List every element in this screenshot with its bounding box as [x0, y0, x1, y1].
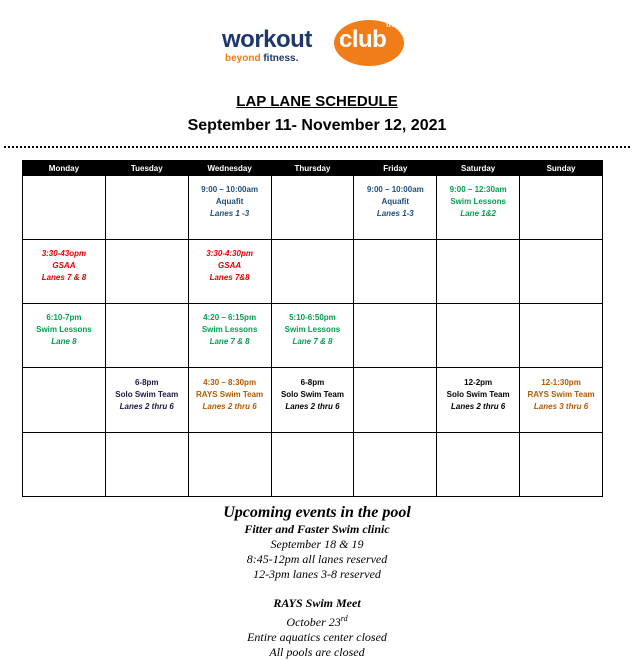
day-header-row [23, 161, 603, 176]
schedule-slot [190, 312, 270, 348]
slot-time: 3:30-43opm [41, 249, 87, 258]
schedule-cell-friday [354, 176, 437, 240]
slot-time: 4:20 – 6:15pm [203, 313, 257, 322]
slot-time: 3:30-4:30pm [206, 249, 253, 258]
event-meet-date [0, 611, 634, 630]
slot-activity: RAYS Swim Team [196, 390, 264, 399]
schedule-cell-saturday [437, 433, 520, 497]
event-meet-line-1: Entire aquatics center closed [247, 630, 387, 644]
logo-tagline-accent: beyond [225, 53, 264, 64]
slot-time: 6-8pm [300, 378, 325, 387]
schedule-body [23, 176, 603, 497]
slot-activity: Swim Lessons [284, 325, 341, 334]
schedule-slot [273, 377, 353, 413]
schedule-slot [190, 377, 270, 413]
schedule-cell-saturday [437, 368, 520, 433]
schedule-cell-saturday [437, 176, 520, 240]
schedule-row [23, 433, 603, 497]
day-header-monday: Monday [23, 161, 106, 176]
schedule-cell-thursday [271, 240, 354, 304]
page-title: LAP LANE SCHEDULE [236, 93, 398, 110]
schedule-cell-friday [354, 368, 437, 433]
schedule-cell-thursday [271, 368, 354, 433]
slot-activity: Solo Swim Team [280, 390, 344, 399]
schedule-cell-saturday [437, 304, 520, 368]
schedule-slot [521, 377, 601, 413]
slot-lanes: Lanes 2 thru 6 [451, 402, 506, 411]
slot-time: 6:10-7pm [46, 313, 82, 322]
slot-time: 4:30 – 8:30pm [203, 378, 257, 387]
schedule-cell-monday [23, 368, 106, 433]
schedule-cell-wednesday [188, 176, 271, 240]
schedule-cell-monday [23, 433, 106, 497]
logo-tagline-main: fitness. [263, 53, 299, 64]
slot-lanes: Lane 1&2 [460, 209, 496, 218]
schedule-cell-friday [354, 240, 437, 304]
schedule-slot [24, 312, 104, 348]
schedule-cell-thursday [271, 176, 354, 240]
schedule-cell-sunday [520, 176, 603, 240]
day-header-tuesday: Tuesday [105, 161, 188, 176]
slot-time: 9:00 – 10:00am [366, 185, 424, 194]
event-clinic-date: September 18 & 19 [270, 537, 364, 551]
schedule-cell-sunday [520, 433, 603, 497]
schedule-cell-monday [23, 240, 106, 304]
day-header-wednesday: Wednesday [188, 161, 271, 176]
schedule-cell-wednesday [188, 240, 271, 304]
slot-lanes: Lanes 7&8 [209, 273, 250, 282]
schedule-row [23, 240, 603, 304]
schedule-cell-friday [354, 304, 437, 368]
slot-lanes: Lanes 2 thru 6 [119, 402, 174, 411]
date-range: September 11- November 12, 2021 [187, 117, 447, 134]
workout-club-logo [222, 22, 402, 64]
slot-time: 9:00 – 10:00am [201, 185, 259, 194]
logo-brand-main: workout [222, 26, 312, 53]
slot-lanes: Lane 7 & 8 [292, 337, 333, 346]
dotted-divider [4, 146, 630, 148]
schedule-cell-wednesday [188, 304, 271, 368]
slot-activity: GSAA [52, 261, 76, 270]
schedule-slot [438, 377, 518, 413]
schedule-row [23, 368, 603, 433]
schedule-cell-sunday [520, 368, 603, 433]
schedule-cell-tuesday [105, 368, 188, 433]
schedule-cell-sunday [520, 304, 603, 368]
slot-lanes: Lanes 7 & 8 [41, 273, 87, 282]
slot-time: 5:10-6:50pm [289, 313, 336, 322]
slot-activity: Swim Lessons [450, 197, 506, 206]
schedule-cell-monday [23, 176, 106, 240]
event-clinic-title: Fitter and Faster Swim clinic [244, 522, 390, 536]
day-header-sunday: Sunday [520, 161, 603, 176]
schedule-slot [190, 248, 270, 284]
slot-activity: RAYS Swim Team [527, 390, 595, 399]
schedule-slot [355, 184, 435, 220]
lap-lane-schedule-table [22, 160, 603, 497]
slot-time: 12-2pm [464, 378, 493, 387]
event-clinic-line-2: 12-3pm lanes 3-8 reserved [253, 567, 381, 581]
slot-activity: Aquafit [215, 197, 244, 206]
day-header-saturday: Saturday [437, 161, 520, 176]
slot-lanes: Lanes 3 thru 6 [533, 402, 589, 411]
schedule-slot [24, 248, 104, 284]
schedule-cell-tuesday [105, 304, 188, 368]
slot-activity: Swim Lessons [36, 325, 92, 334]
schedule-cell-sunday [520, 240, 603, 304]
schedule-slot [438, 184, 518, 220]
event-meet-title: RAYS Swim Meet [273, 596, 361, 610]
slot-lanes: Lanes 2 thru 6 [202, 402, 257, 411]
logo-brand-accent: club [339, 26, 387, 53]
upcoming-events [0, 503, 634, 660]
schedule-cell-tuesday [105, 176, 188, 240]
day-header-friday: Friday [354, 161, 437, 176]
schedule-cell-tuesday [105, 433, 188, 497]
schedule-slot [190, 184, 270, 220]
events-heading: Upcoming events in the pool [223, 504, 411, 521]
logo-tagline [225, 53, 298, 64]
slot-time: 9:00 – 12:30am [449, 185, 507, 194]
schedule-row [23, 304, 603, 368]
slot-lanes: Lane 8 [51, 337, 77, 346]
schedule-cell-thursday [271, 304, 354, 368]
event-clinic-line-1: 8:45-12pm all lanes reserved [246, 552, 388, 566]
slot-lanes: Lanes 2 thru 6 [285, 402, 340, 411]
slot-lanes: Lane 7 & 8 [209, 337, 250, 346]
slot-lanes: Lanes 1-3 [376, 209, 414, 218]
logo-brand-small: the [386, 20, 398, 29]
event-meet-date-suffix: rd [340, 614, 348, 623]
schedule-row [23, 176, 603, 240]
event-meet-line-2: All pools are closed [269, 645, 365, 659]
events-spacer [0, 582, 634, 596]
schedule-cell-thursday [271, 433, 354, 497]
schedule-cell-wednesday [188, 433, 271, 497]
schedule-cell-monday [23, 304, 106, 368]
slot-activity: Solo Swim Team [446, 390, 510, 399]
schedule-cell-wednesday [188, 368, 271, 433]
slot-time: 6-8pm [134, 378, 159, 387]
schedule-cell-saturday [437, 240, 520, 304]
schedule-cell-tuesday [105, 240, 188, 304]
schedule-slot [273, 312, 353, 348]
slot-lanes: Lanes 1 -3 [210, 209, 250, 218]
slot-activity: GSAA [218, 261, 242, 270]
slot-activity: Aquafit [381, 197, 410, 206]
slot-activity: Solo Swim Team [115, 390, 179, 399]
slot-time: 12-1:30pm [541, 378, 581, 387]
slot-activity: Swim Lessons [201, 325, 258, 334]
schedule-cell-friday [354, 433, 437, 497]
day-header-thursday: Thursday [271, 161, 354, 176]
schedule-slot [107, 377, 187, 413]
event-meet-date-text: October 23 [286, 615, 341, 629]
